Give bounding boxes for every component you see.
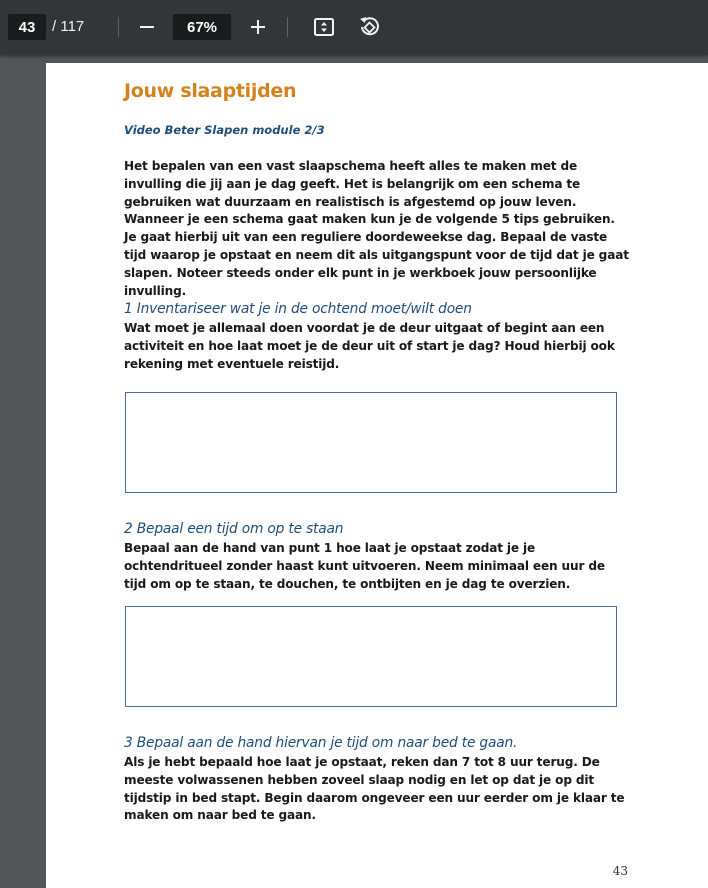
section-2-heading: 2 Bepaal een tijd om op te staan xyxy=(124,521,344,537)
toolbar-divider xyxy=(118,17,119,37)
page-subtitle: Video Beter Slapen module 2/3 xyxy=(124,123,325,137)
rotate-icon xyxy=(357,15,381,39)
zoom-out-button[interactable] xyxy=(132,11,162,43)
current-page-input[interactable]: 43 xyxy=(8,14,46,40)
section-3-heading: 3 Bepaal aan de hand hiervan je tijd om naar bed te gaan. xyxy=(124,735,518,751)
toolbar-divider xyxy=(287,17,288,37)
fit-page-icon xyxy=(313,16,335,38)
rotate-button[interactable] xyxy=(354,11,384,43)
section-2-answer-box[interactable] xyxy=(125,606,617,707)
zoom-in-button[interactable] xyxy=(243,11,273,43)
fit-to-page-button[interactable] xyxy=(309,11,339,43)
pdf-page xyxy=(46,63,708,888)
pdf-toolbar xyxy=(0,0,708,55)
section-1-heading: 1 Inventariseer wat je in de ochtend moet/wilt doen xyxy=(124,301,472,317)
minus-icon xyxy=(139,19,155,35)
viewer-background xyxy=(0,55,46,888)
section-2-body: Bepaal aan de hand van punt 1 hoe laat je opstaat zodat je je ochtendritueel zonder haast kunt uitvoeren. Neem minimaal een uur de tijd om op te staan, te douchen, te ontbijten en je dag te overzien. xyxy=(124,541,605,591)
plus-icon xyxy=(250,19,266,35)
section-1-body: Wat moet je allemaal doen voordat je de deur uitgaat of begint aan een activiteit en hoe laat moet je de deur uit of start je dag? Houd hierbij ook rekening met eventuele reistijd. xyxy=(124,321,615,371)
zoom-level-input[interactable]: 67% xyxy=(173,14,231,40)
intro-paragraph: Het bepalen van een vast slaapschema heeft alles te maken met de invulling die jij aan je dag geeft. Het is belangrijk om een schema te gebruiken wat duurzaam en realistisch is afgestemd op jouw leven. Wanneer je een schema gaat maken kun je de volgende 5 tips gebruiken. Je gaat hierbij uit van een reguliere doordeweekse dag. Bepaal de vaste tijd waarop je opstaat en neem dit als uitgangspunt voor de tijd dat je gaat slapen. Noteer steeds onder elk punt in je werkboek jouw persoonlijke invulling. xyxy=(124,159,629,298)
section-3-body: Als je hebt bepaald hoe laat je opstaat, reken dan 7 tot 8 uur terug. De meeste volwassenen hebben zoveel slaap nodig en let op dat je op dit tijdstip in bed stapt. Begin daarom ongeveer een uur eerder om je klaar te maken om naar bed te gaan. xyxy=(124,755,625,823)
page-title: Jouw slaaptijden xyxy=(124,80,297,102)
page-number: 43 xyxy=(612,864,628,878)
section-1-answer-box[interactable] xyxy=(125,392,617,493)
total-pages: / 117 xyxy=(52,18,85,35)
